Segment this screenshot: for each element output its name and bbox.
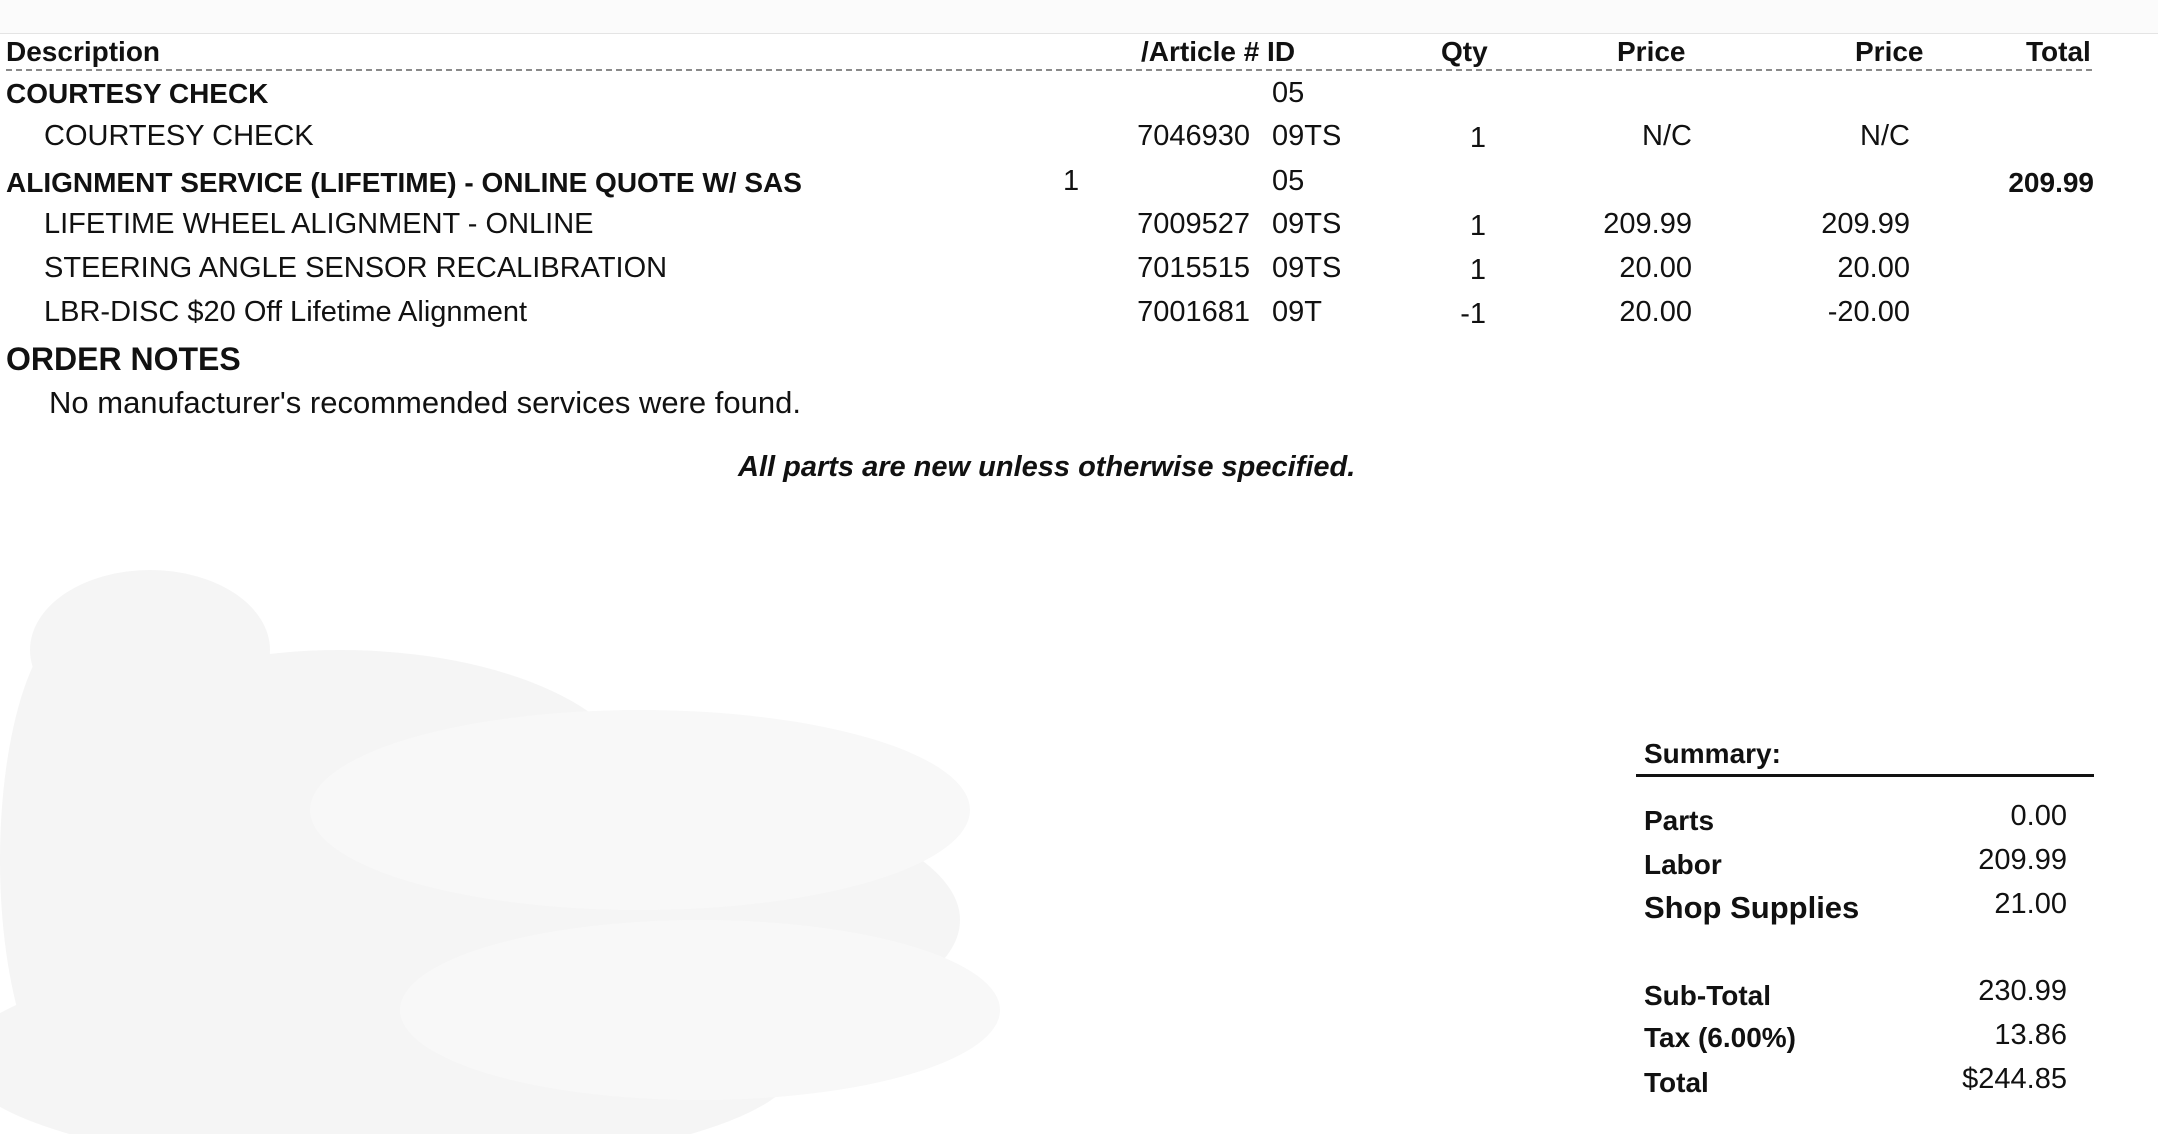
line-price: 209.99: [1603, 208, 1692, 240]
summary-tax-label: Tax (6.00%): [1644, 1022, 1796, 1053]
line-ext-price: 209.99: [1821, 208, 1910, 240]
line-ext-price: 20.00: [1837, 252, 1910, 284]
line-price: 20.00: [1619, 296, 1692, 328]
group-qty: 1: [1063, 165, 1080, 197]
line-id: 09T: [1272, 296, 1322, 328]
line-qty: 1: [1469, 122, 1486, 154]
summary-total-value: $244.85: [1962, 1063, 2067, 1095]
summary-labor-label: Labor: [1644, 849, 1722, 880]
line-ext-price: N/C: [1860, 120, 1910, 152]
summary-divider: [1636, 774, 2094, 777]
summary-shop-supplies-value: 21.00: [1994, 888, 2067, 920]
col-header-ext-price: Price: [1855, 36, 1924, 67]
summary-shop-supplies-label: Shop Supplies: [1644, 890, 1860, 925]
summary-parts-label: Parts: [1644, 805, 1715, 836]
line-id: 09TS: [1272, 208, 1342, 240]
col-header-total: Total: [2026, 36, 2091, 67]
line-qty: 1: [1469, 254, 1486, 286]
line-description: LBR-DISC $20 Off Lifetime Alignment: [44, 296, 528, 328]
white-smudge-overlay: [0, 560, 1010, 1134]
line-description: LIFETIME WHEEL ALIGNMENT - ONLINE: [44, 208, 594, 240]
group-total: 209.99: [2008, 167, 2094, 198]
summary-subtotal-value: 230.99: [1978, 975, 2067, 1007]
summary-tax-value: 13.86: [1994, 1019, 2067, 1051]
line-ext-price: -20.00: [1827, 296, 1910, 328]
col-header-article-id: /Article # ID: [1141, 36, 1296, 67]
col-header-qty: Qty: [1441, 36, 1488, 67]
header-divider: [6, 69, 2092, 71]
parts-disclaimer: All parts are new unless otherwise specified.: [738, 451, 1356, 483]
top-page-strip: [0, 0, 2158, 34]
line-article: 7001681: [1137, 296, 1250, 328]
summary-title: Summary:: [1644, 738, 1781, 769]
line-qty: 1: [1469, 210, 1486, 242]
line-article: 7046930: [1137, 120, 1250, 152]
summary-parts-value: 0.00: [2010, 800, 2067, 832]
group-id: 05: [1272, 77, 1305, 109]
line-description: STEERING ANGLE SENSOR RECALIBRATION: [44, 252, 668, 284]
line-qty: -1: [1460, 298, 1486, 330]
line-description: COURTESY CHECK: [44, 120, 314, 152]
line-article: 7009527: [1137, 208, 1250, 240]
summary-labor-value: 209.99: [1978, 844, 2067, 876]
group-id: 05: [1272, 165, 1305, 197]
col-header-price: Price: [1617, 36, 1686, 67]
line-id: 09TS: [1272, 252, 1342, 284]
line-price: 20.00: [1619, 252, 1692, 284]
line-id: 09TS: [1272, 120, 1342, 152]
line-price: N/C: [1642, 120, 1692, 152]
order-notes-title: ORDER NOTES: [6, 341, 241, 377]
group-title: COURTESY CHECK: [6, 78, 269, 109]
summary-total-label: Total: [1644, 1067, 1709, 1098]
col-header-description: Description: [6, 36, 161, 67]
line-article: 7015515: [1137, 252, 1250, 284]
summary-subtotal-label: Sub-Total: [1644, 980, 1772, 1011]
group-title: ALIGNMENT SERVICE (LIFETIME) - ONLINE QUOTE W/ SAS: [6, 167, 802, 198]
order-notes-text: No manufacturer's recommended services were found.: [49, 385, 801, 420]
